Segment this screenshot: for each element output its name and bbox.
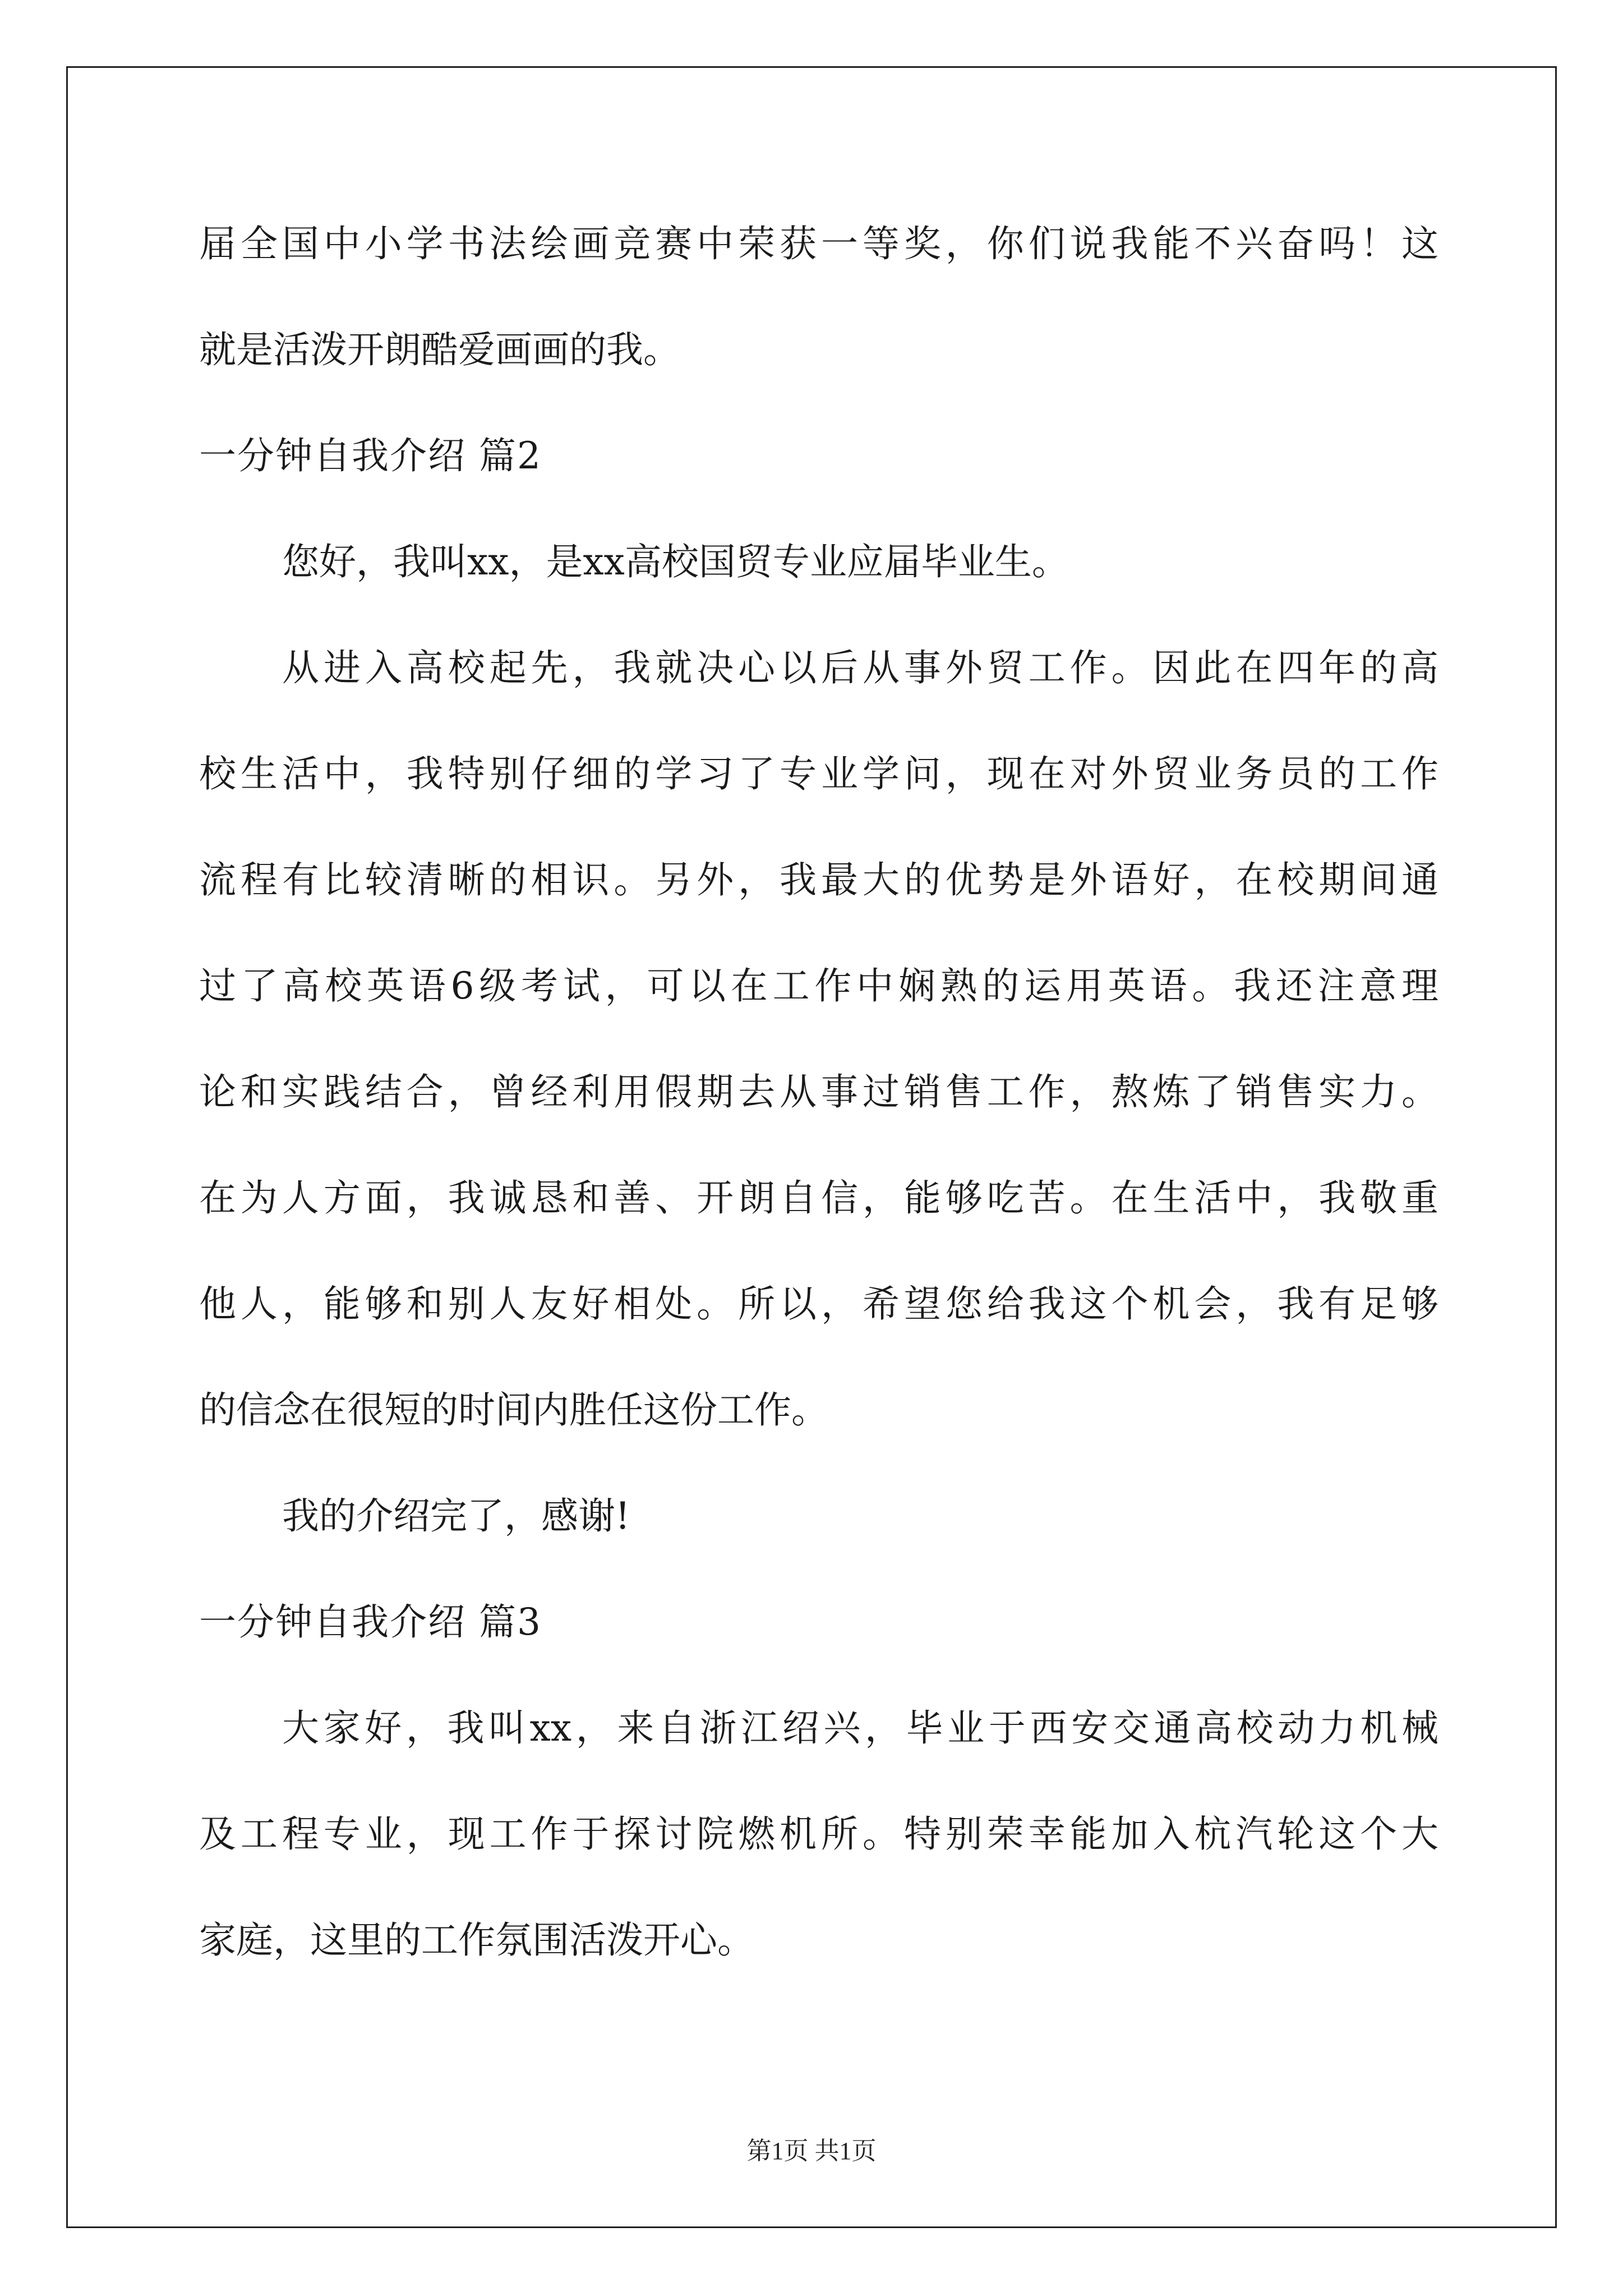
paragraph-line: 届全国中小学书法绘画竞赛中荣获一等奖，你们说我能不兴奋吗！这 — [199, 222, 1438, 265]
paragraph-line: 论和实践结合，曾经利用假期去从事过销售工作，熬炼了销售实力。 — [199, 1070, 1438, 1114]
paragraph-line: 及工程专业，现工作于探讨院燃机所。特别荣幸能加入杭汽轮这个大 — [199, 1812, 1438, 1856]
paragraph-line: 大家好，我叫xx，来自浙江绍兴，毕业于西安交通高校动力机械 — [282, 1706, 1438, 1750]
section-heading: 一分钟自我介绍 篇3 — [199, 1600, 542, 1644]
paragraph-line: 我的介绍完了，感谢! — [282, 1494, 630, 1538]
paragraph-line: 从进入高校起先，我就决心以后从事外贸工作。因此在四年的高 — [282, 646, 1438, 689]
paragraph-line: 校生活中，我特别仔细的学习了专业学问，现在对外贸业务员的工作 — [199, 752, 1438, 795]
document-body — [199, 191, 1438, 1993]
paragraph-line: 在为人方面，我诚恳和善、开朗自信，能够吃苦。在生活中，我敬重 — [199, 1176, 1438, 1220]
page-footer: 第1页 共1页 — [746, 2137, 877, 2165]
paragraph-line: 流程有比较清晰的相识。另外，我最大的优势是外语好，在校期间通 — [199, 858, 1438, 901]
paragraph-line: 的信念在很短的时间内胜任这份工作。 — [199, 1388, 828, 1432]
paragraph-line: 就是活泼开朗酷爱画画的我。 — [199, 328, 680, 371]
paragraph-line: 他人，能够和别人友好相处。所以，希望您给我这个机会，我有足够 — [199, 1282, 1438, 1326]
paragraph-line: 过了高校英语6级考试，可以在工作中娴熟的运用英语。我还注意理 — [199, 964, 1438, 1007]
paragraph-line: 家庭，这里的工作氛围活泼开心。 — [199, 1918, 754, 1962]
paragraph-line: 您好，我叫xx，是xx高校国贸专业应届毕业生。 — [282, 540, 1069, 583]
section-heading: 一分钟自我介绍 篇2 — [199, 434, 542, 477]
